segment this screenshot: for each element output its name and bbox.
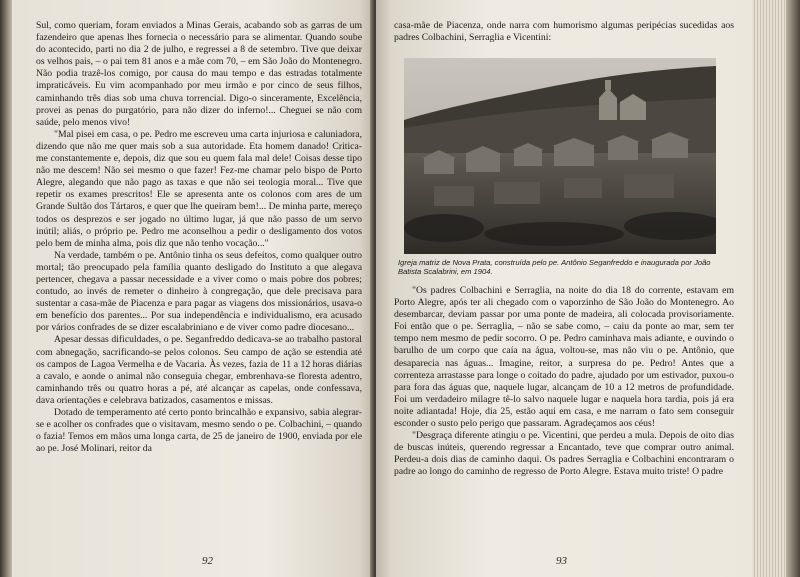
church-photo <box>404 58 716 254</box>
right-page-intro <box>394 20 734 44</box>
left-page <box>12 0 374 577</box>
book-edge-right <box>752 0 800 577</box>
paragraph: Na verdade, também o pe. Antônio tinha os seus defeitos, como qualquer outro mortal; tão preocupado pela família quanto desligado do Instituto a que alegava pertencer, chegava a passar necessidade e a viver como o mais pobre dos pobres; contudo, ao invés de remeter o dinheiro à congregação, que dele precisava para sustentar a casa-mãe de Piacenza e para pagar as viagens dos missionários, usava-o em benefício dos parentes... Por sua independência e individualismo, era acusado por vários confrades de se dizer escalabriniano e de viver como padre diocesano... <box>36 249 362 334</box>
right-page-text <box>394 285 734 479</box>
page-number: 93 <box>556 555 567 567</box>
paragraph: Apesar dessas dificuldades, o pe. Seganfreddo dedicava-se ao trabalho pastoral com abnegação, sacrificando-se pelos colonos. Seu campo de ação se estendia até os campos de Lagoa Vermelha e de Vacaria. Às vezes, fazia de 11 a 12 horas diárias a cavalo, e aonde o animal não conseguia chegar, embrenhava-se floresta adentro, caminhando três ou quatro horas a pé, até alcançar as capelas, onde confessava, dava orientações e celebrava batizados, casamentos e missas. <box>36 334 362 406</box>
page-number: 92 <box>202 555 213 567</box>
right-page <box>376 0 752 577</box>
paragraph: "Mal pisei em casa, o pe. Pedro me escreveu uma carta injuriosa e caluniadora, dizendo que não me quer mais sob a sua autoridade. Eta homem danado! Critica-me constantemente e, depois, diz que sou eu quem fala mal dele! Coisas desse tipo não me descem! Não sei mesmo o que fazer! Fez-me chamar pelo bispo de Porto Alegre, alegando que não pago as taxas e que não sei teologia moral... Tive que repetir os exames prescritos! Ele se apresenta ante os colonos com ares de um Grande Sultão dos Tártaros, e quer que lhe queiram bem!... De minha parte, mereço todos os desprezos e ser jogado no último lugar, já que não passo de um servo inútil; aliás, o próprio pe. Pedro me aconselhou a pedir o desligamento dos votos pelo bem de minha alma, pois diz que não tenho vocação..." <box>36 128 362 249</box>
church-photo-image <box>404 58 716 254</box>
paragraph: "Os padres Colbachini e Serraglia, na noite do dia 18 do corrente, estavam em Porto Alegre, após ter ali chegado com o vaporzinho de São João do Montenegro. Ao desembarcar, deviam passar por uma ponte de madeira, ali colocada provisoriamente. Foi então que o pe. Serraglia, – não se sabe como, – caiu da ponte ao mar, sem ter tempo nem mesmo de pedir socorro. O pe. Pedro caminhava mais adiante, e ouvindo o barulho de um corpo que caía na água, voltou-se, mas não viu o pe. Antônio, que desaparecia nas águas... Imagine, reitor, a surpresa do pe. Pedro! Antes que a correnteza arrastasse para longe o coitado do padre, ajudado por um estivador, puxou-o para fora das águas que, naquele lugar, alcançam de 10 a 12 metros de profundidade. Foi um verdadeiro milagre tê-lo salvo naquele lugar e naquela hora tardia, pois já era noite adiantada! Hoje, dia 25, estão aqui em casa, e me narram o fato sem conseguir esconder o susto pelo perigo que passaram. Agradeçamos aos céus! <box>394 285 734 430</box>
paragraph: Dotado de temperamento até certo ponto brincalhão e expansivo, sabia alegrar-se e acolher os confrades que o visitavam, mesmo sendo o pe. Colbachini, – quando o fazia! Temos em mãos uma longa carta, de 25 de janeiro de 1900, enviada por ele ao pe. José Molinari, reitor da <box>36 407 362 455</box>
left-page-text <box>36 20 362 455</box>
paragraph: "Desgraça diferente atingiu o pe. Vicentini, que perdeu a mula. Depois de oito dias de buscas inúteis, querendo regressar a Encantado, teve que comprar outro animal. Perdeu-a dois dias de caminho daqui. Os padres Serraglia e Colbachini encontraram o padre ao longo do caminho de regresso de Porto Alegre. Estava muito triste! O padre <box>394 430 734 478</box>
paragraph: Sul, como queriam, foram enviados a Minas Gerais, acabando sob as garras de um fazendeiro que apenas lhes fornecia o necessário para se alimentar. Quando soube do acontecido, parti no dia 2 de julho, e regressei a 8 de setembro. Tive que deixar os velhos pais, – o pai tem 81 anos e a mãe com 70, – em São João do Montenegro. Não podia trazê-los comigo, por causa do mau tempo e das estradas totalmente impraticáveis. Eu vim acompanhado por meu irmão e por cinco de seus filhos, caminhando três dias sob uma chuva torrencial. Digo-o sinceramente, Excelência, provei as penas do purgatório, para não dizer do inferno!... Cheguei se não com saúde, pelo menos vivo! <box>36 20 362 128</box>
paragraph: casa-mãe de Piacenza, onde narra com humorismo algumas peripécias sucedidas aos padres Colbachini, Serraglia e Vicentini: <box>394 20 734 44</box>
photo-caption: Igreja matriz de Nova Prata, construída pelo pe. Antônio Seganfreddo e inaugurada por João Batista Scalabrini, em 1904. <box>398 258 711 277</box>
